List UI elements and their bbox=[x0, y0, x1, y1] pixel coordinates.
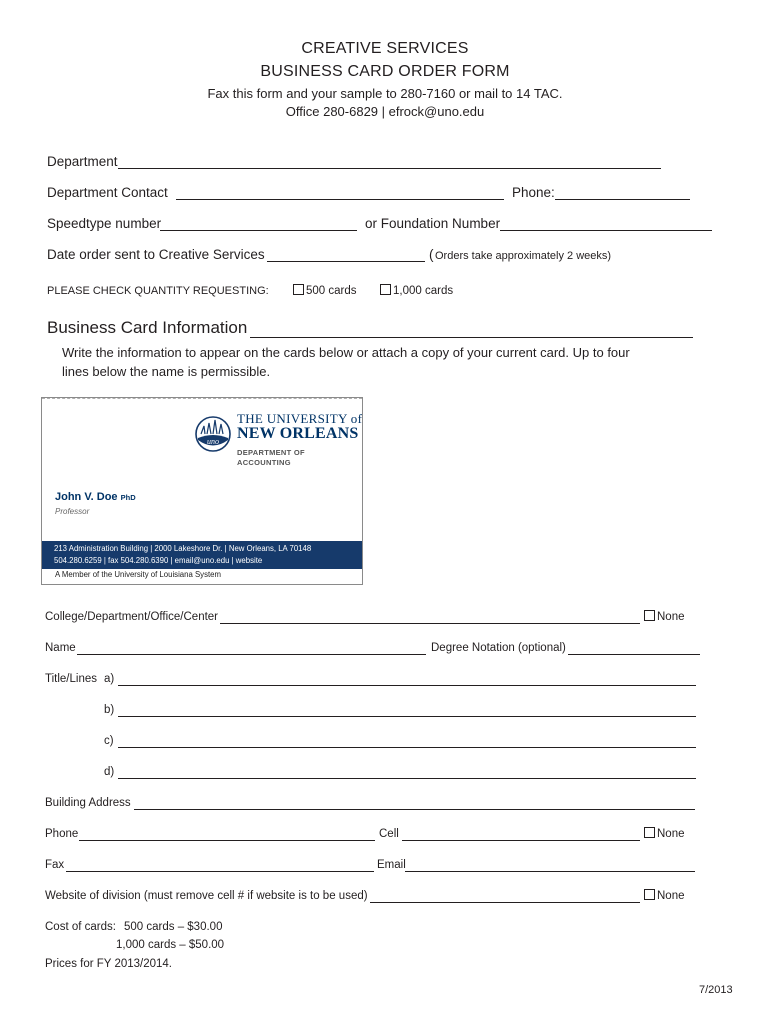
qty-500-option[interactable] bbox=[293, 284, 357, 297]
speedtype-field[interactable] bbox=[160, 230, 357, 231]
card-address: 213 Administration Building | 2000 Lakeshore Dr. | New Orleans, LA 70148 bbox=[54, 544, 312, 553]
uno-seal-icon bbox=[194, 414, 232, 454]
card-title: Professor bbox=[55, 507, 90, 516]
info-instructions-1: Write the information to appear on the cards below or attach a copy of your current card. Up to four bbox=[62, 345, 630, 360]
title-lines-label: Title/Lines bbox=[45, 673, 97, 685]
college-field[interactable] bbox=[220, 623, 640, 624]
card-university-line1: THE UNIVERSITY of bbox=[237, 411, 363, 426]
card-footer: A Member of the University of Louisiana System bbox=[55, 570, 221, 579]
detail-phone-field[interactable] bbox=[79, 840, 375, 841]
date-note: Orders take approximately 2 weeks) bbox=[435, 250, 612, 262]
title-line-a-field[interactable] bbox=[118, 685, 696, 686]
title-line-b-field[interactable] bbox=[118, 716, 696, 717]
fax-field[interactable] bbox=[66, 871, 374, 872]
name-label: Name bbox=[45, 642, 76, 654]
form-instructions: Fax this form and your sample to 280-7160 or mail to 14 TAC. bbox=[207, 86, 563, 101]
name-field[interactable] bbox=[77, 654, 426, 655]
email-label: Email bbox=[377, 859, 406, 871]
cell-label: Cell bbox=[379, 828, 399, 840]
phone-field[interactable] bbox=[555, 199, 690, 200]
qty-1000-checkbox[interactable] bbox=[380, 284, 391, 295]
fax-label: Fax bbox=[45, 859, 65, 871]
date-note-paren: ( bbox=[429, 247, 434, 262]
website-none-option[interactable] bbox=[644, 889, 685, 902]
qty-500-label: 500 cards bbox=[306, 285, 357, 297]
contact-info: Office 280-6829 | efrock@uno.edu bbox=[285, 104, 485, 119]
card-department-line1: DEPARTMENT OF bbox=[237, 448, 305, 457]
college-none-label: None bbox=[657, 611, 685, 623]
svg-text:uno: uno bbox=[207, 437, 219, 446]
card-degree: PhD bbox=[120, 493, 136, 502]
title-line-b-label: b) bbox=[104, 704, 115, 716]
website-field[interactable] bbox=[370, 902, 640, 903]
card-name bbox=[55, 491, 136, 503]
price-500: 500 cards – $30.00 bbox=[124, 921, 223, 933]
price-1000: 1,000 cards – $50.00 bbox=[116, 939, 225, 951]
card-top-border bbox=[42, 398, 362, 399]
cell-none-option[interactable] bbox=[644, 827, 685, 840]
fiscal-year-note: Prices for FY 2013/2014. bbox=[45, 958, 172, 970]
cost-label: Cost of cards: bbox=[45, 921, 116, 933]
college-label: College/Department/Office/Center bbox=[45, 611, 219, 623]
degree-field[interactable] bbox=[568, 654, 700, 655]
info-instructions-2: lines below the name is permissible. bbox=[62, 364, 271, 379]
foundation-label: or Foundation Number bbox=[365, 216, 501, 231]
sample-business-card bbox=[41, 397, 363, 585]
section-rule bbox=[250, 337, 693, 338]
cell-field[interactable] bbox=[402, 840, 640, 841]
cell-none-checkbox[interactable] bbox=[644, 827, 655, 838]
title-line-c-field[interactable] bbox=[118, 747, 696, 748]
card-university-line2: NEW ORLEANS bbox=[237, 425, 359, 442]
title-line-a-label: a) bbox=[104, 673, 115, 685]
form-date-code: 7/2013 bbox=[699, 984, 733, 996]
speedtype-label: Speedtype number bbox=[47, 216, 162, 231]
card-department-line2: ACCOUNTING bbox=[237, 458, 291, 467]
department-field[interactable] bbox=[118, 168, 661, 169]
website-label: Website of division (must remove cell # if website is to be used) bbox=[45, 890, 368, 902]
college-none-option[interactable] bbox=[644, 610, 685, 623]
title-line-d-field[interactable] bbox=[118, 778, 696, 779]
card-name-text: John V. Doe bbox=[55, 491, 118, 503]
foundation-field[interactable] bbox=[500, 230, 712, 231]
quantity-label: PLEASE CHECK QUANTITY REQUESTING: bbox=[47, 285, 269, 297]
department-label: Department bbox=[47, 154, 118, 169]
phone-label: Phone: bbox=[512, 185, 555, 200]
department-contact-label: Department Contact bbox=[47, 185, 168, 200]
building-field[interactable] bbox=[134, 809, 695, 810]
degree-label: Degree Notation (optional) bbox=[431, 642, 566, 654]
date-sent-label: Date order sent to Creative Services bbox=[47, 247, 265, 262]
card-contact-bar bbox=[42, 541, 362, 569]
qty-500-checkbox[interactable] bbox=[293, 284, 304, 295]
building-label: Building Address bbox=[45, 797, 131, 809]
form-title-line-2: BUSINESS CARD ORDER FORM bbox=[260, 63, 510, 80]
form-title-line-1: CREATIVE SERVICES bbox=[301, 40, 469, 57]
cell-none-label: None bbox=[657, 828, 685, 840]
email-field[interactable] bbox=[405, 871, 695, 872]
detail-phone-label: Phone bbox=[45, 828, 79, 840]
website-none-checkbox[interactable] bbox=[644, 889, 655, 900]
college-none-checkbox[interactable] bbox=[644, 610, 655, 621]
card-contact: 504.280.6259 | fax 504.280.6390 | email@uno.edu | website bbox=[54, 556, 263, 565]
title-line-c-label: c) bbox=[104, 735, 114, 747]
qty-1000-option[interactable] bbox=[380, 284, 453, 297]
card-department bbox=[237, 448, 305, 468]
qty-1000-label: 1,000 cards bbox=[393, 285, 454, 297]
section-title: Business Card Information bbox=[47, 318, 248, 337]
date-sent-field[interactable] bbox=[267, 261, 425, 262]
website-none-label: None bbox=[657, 890, 685, 902]
title-line-d-label: d) bbox=[104, 766, 115, 778]
department-contact-field[interactable] bbox=[176, 199, 504, 200]
